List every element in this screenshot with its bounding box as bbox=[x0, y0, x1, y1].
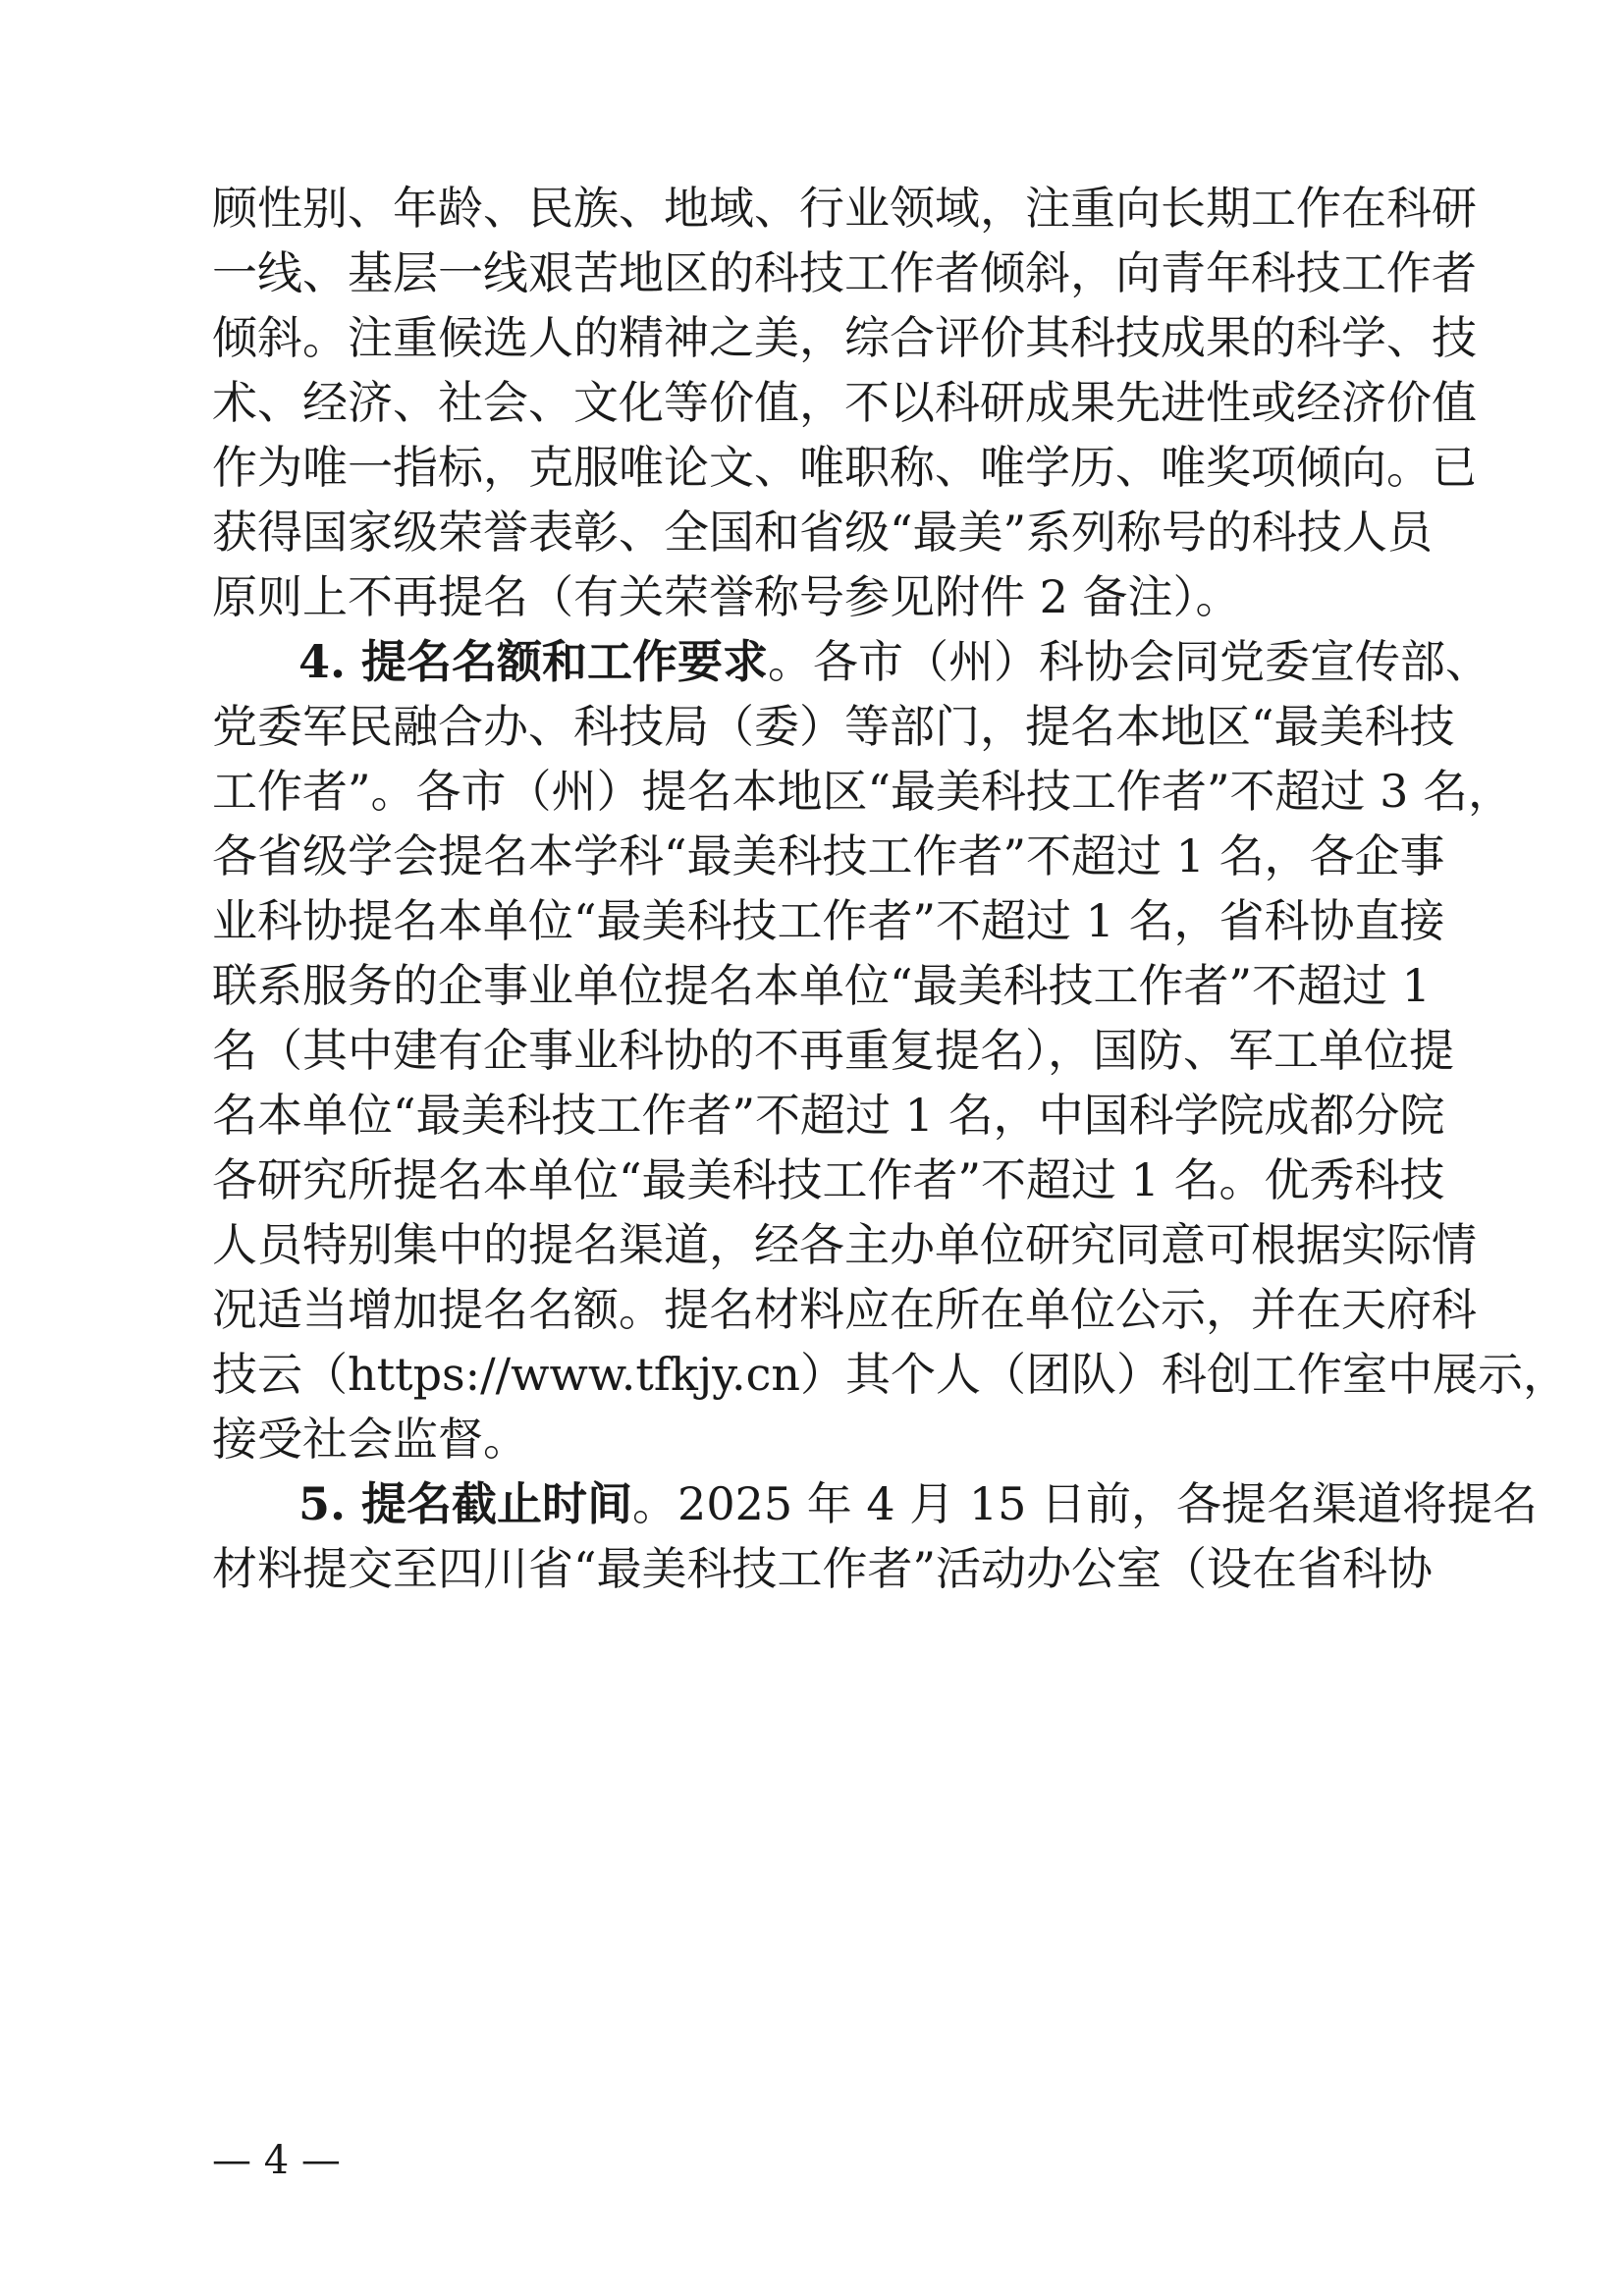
paragraph-2-first-line-text: 。各市（州）科协会同党委宣传部、 bbox=[768, 635, 1491, 688]
paragraph-3-line-1 bbox=[298, 1474, 1539, 1533]
paragraph-1-line-5: 作为唯一指标，克服唯论文、唯职称、唯学历、唯奖项倾向。已 bbox=[212, 441, 1477, 494]
paragraph-2-line-11: 况适当增加提名名额。提名材料应在所在单位公示，并在天府科 bbox=[212, 1283, 1477, 1336]
paragraph-2-line-3: 工作者”。各市（州）提名本地区“最美科技工作者”不超过 3 名， bbox=[212, 765, 1514, 818]
paragraph-2-line-7: 名（其中建有企事业科协的不再重复提名），国防、军工单位提 bbox=[212, 1024, 1454, 1077]
paragraph-1-line-7: 原则上不再提名（有关荣誉称号参见附件 2 备注）。 bbox=[212, 570, 1241, 623]
paragraph-2-line-4: 各省级学会提名本学科“最美科技工作者”不超过 1 名，各企事 bbox=[212, 829, 1445, 882]
paragraph-2-heading: 4. 提名名额和工作要求 bbox=[298, 635, 769, 688]
paragraph-2-line-13: 接受社会监督。 bbox=[212, 1413, 528, 1466]
paragraph-3-heading: 5. 提名截止时间 bbox=[298, 1477, 633, 1530]
paragraph-1-line-1: 顾性别、年龄、民族、地域、行业领域，注重向长期工作在科研 bbox=[212, 182, 1477, 235]
paragraph-1-line-3: 倾斜。注重候选人的精神之美，综合评价其科技成果的科学、技 bbox=[212, 311, 1477, 364]
paragraph-1-line-6: 获得国家级荣誉表彰、全国和省级“最美”系列称号的科技人员 bbox=[212, 506, 1434, 559]
paragraph-3-line-2: 材料提交至四川省“最美科技工作者”活动办公室（设在省科协 bbox=[212, 1542, 1434, 1595]
paragraph-2-line-9: 各研究所提名本单位“最美科技工作者”不超过 1 名。优秀科技 bbox=[212, 1153, 1445, 1206]
paragraph-2-line-1 bbox=[298, 632, 1491, 691]
paragraph-2-line-6: 联系服务的企事业单位提名本单位“最美科技工作者”不超过 1 bbox=[212, 959, 1431, 1012]
page-number: — 4 — bbox=[212, 2138, 341, 2183]
paragraph-3-first-line-text: 。2025 年 4 月 15 日前，各提名渠道将提名 bbox=[632, 1477, 1539, 1530]
paragraph-2-line-5: 业科协提名本单位“最美科技工作者”不超过 1 名，省科协直接 bbox=[212, 894, 1445, 947]
paragraph-1-line-2: 一线、基层一线艰苦地区的科技工作者倾斜，向青年科技工作者 bbox=[212, 246, 1477, 299]
paragraph-2-line-8: 名本单位“最美科技工作者”不超过 1 名，中国科学院成都分院 bbox=[212, 1089, 1445, 1142]
paragraph-2-line-12: 技云（https://www.tfkjy.cn）其个人（团队）科创工作室中展示， bbox=[212, 1348, 1568, 1401]
paragraph-2-line-10: 人员特别集中的提名渠道，经各主办单位研究同意可根据实际情 bbox=[212, 1218, 1477, 1271]
paragraph-2-line-2: 党委军民融合办、科技局（委）等部门，提名本地区“最美科技 bbox=[212, 700, 1455, 753]
paragraph-1-line-4: 术、经济、社会、文化等价值，不以科研成果先进性或经济价值 bbox=[212, 376, 1477, 429]
